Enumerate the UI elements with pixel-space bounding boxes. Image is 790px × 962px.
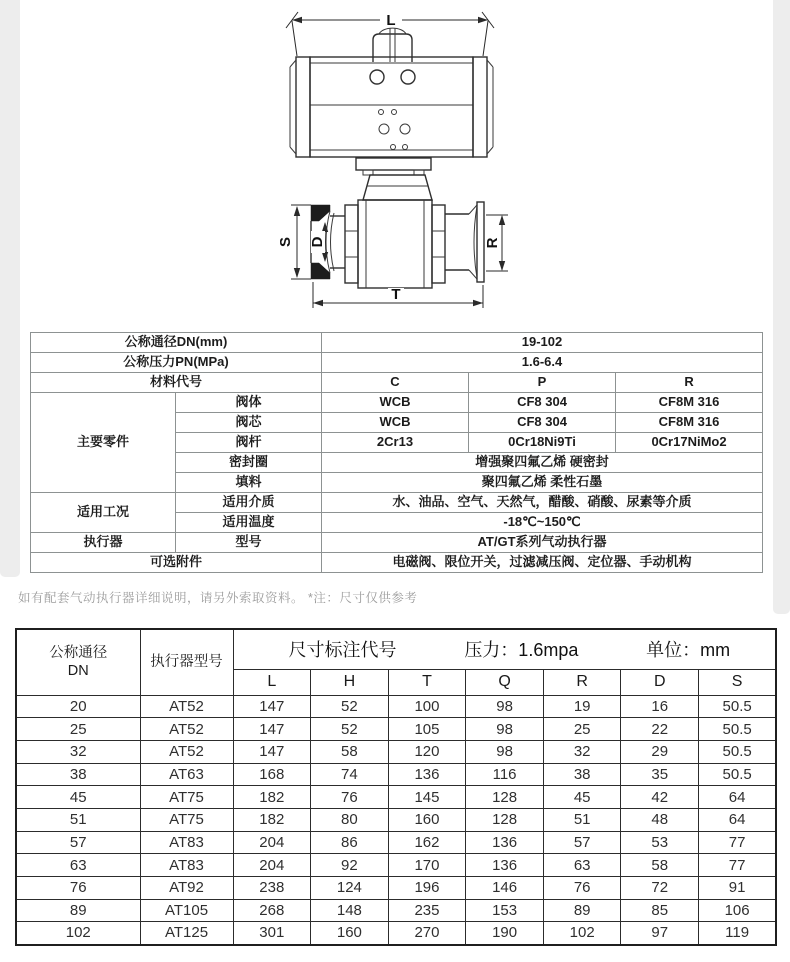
table-row — [31, 393, 763, 413]
dim-value-cell: 77 — [699, 831, 777, 854]
dim-value-cell: 168 — [233, 763, 311, 786]
table-header-row — [16, 629, 776, 669]
dim-value-cell: 52 — [311, 718, 389, 741]
span-unit: 单位：mm — [646, 640, 731, 661]
dim-value-cell: 86 — [311, 831, 389, 854]
dim-value-cell: 190 — [466, 922, 544, 945]
dim-value-cell: 136 — [466, 854, 544, 877]
header-dn-line1: 公称通径 — [49, 645, 108, 662]
dim-label-s: S — [277, 236, 294, 248]
actuator-model-cell: AT52 — [140, 718, 233, 741]
dim-value-cell: 89 — [543, 899, 621, 922]
dim-value-cell: 182 — [233, 808, 311, 831]
actuator-model-cell: AT75 — [140, 786, 233, 809]
dim-value-cell: 80 — [311, 808, 389, 831]
part-value: 0Cr17NiMo2 — [616, 433, 763, 453]
part-value: 0Cr18Ni9Ti — [469, 433, 616, 453]
dim-value-cell: 32 — [543, 740, 621, 763]
table-row — [31, 373, 763, 393]
actuator-model-cell: AT83 — [140, 831, 233, 854]
table-row — [16, 740, 776, 763]
header-dn — [16, 629, 140, 695]
dim-value-cell: 45 — [543, 786, 621, 809]
dim-value-cell: 25 — [543, 718, 621, 741]
spec-label-dn: 公称通径DN(mm) — [31, 333, 322, 353]
accessories-value: 电磁阀、限位开关，过滤减压阀、定位器、手动机构 — [322, 553, 763, 573]
valve-body — [330, 200, 469, 288]
dim-value-cell: 196 — [388, 877, 466, 900]
header-dn-line2: DN — [67, 663, 89, 680]
table-row — [31, 533, 763, 553]
dim-value-cell: 38 — [543, 763, 621, 786]
dim-value-cell: 147 — [233, 695, 311, 718]
header-actuator-model: 执行器型号 — [140, 629, 233, 695]
table-row — [16, 854, 776, 877]
dim-value-cell: 85 — [621, 899, 699, 922]
part-label: 填料 — [176, 473, 322, 493]
dim-value-cell: 148 — [311, 899, 389, 922]
dn-cell: 89 — [16, 899, 140, 922]
mounting-bracket — [356, 158, 432, 200]
dim-value-cell: 128 — [466, 786, 544, 809]
dim-value-cell: 136 — [388, 763, 466, 786]
footnote: 如有配套气动执行器详细说明，请另外索取资料。 *注：尺寸仅供参考 — [18, 591, 418, 605]
table-row — [31, 553, 763, 573]
part-value: CF8M 316 — [616, 413, 763, 433]
col-header-l: L — [233, 669, 311, 695]
dim-value-cell: 97 — [621, 922, 699, 945]
spec-value-dn: 19-102 — [322, 333, 763, 353]
dim-table-body — [16, 695, 776, 945]
dim-value-cell: 119 — [699, 922, 777, 945]
actuator-model-value: AT/GT系列气动执行器 — [322, 533, 763, 553]
dim-value-cell: 235 — [388, 899, 466, 922]
spec-label-material-code: 材料代号 — [31, 373, 322, 393]
actuator-model-label: 型号 — [176, 533, 322, 553]
dn-cell: 32 — [16, 740, 140, 763]
table-row — [16, 922, 776, 945]
condition-value: -18℃~150℃ — [322, 513, 763, 533]
spec-label-conditions: 适用工况 — [31, 493, 176, 533]
dim-value-cell: 19 — [543, 695, 621, 718]
actuator-model-cell: AT83 — [140, 854, 233, 877]
dim-value-cell: 63 — [543, 854, 621, 877]
condition-value: 水、油品、空气、天然气，醋酸、硝酸、尿素等介质 — [322, 493, 763, 513]
dim-value-cell: 102 — [543, 922, 621, 945]
col-header-s: S — [699, 669, 777, 695]
part-value: CF8 304 — [469, 393, 616, 413]
table-row — [16, 695, 776, 718]
dim-value-cell: 29 — [621, 740, 699, 763]
dim-value-cell: 64 — [699, 808, 777, 831]
dim-value-cell: 50.5 — [699, 718, 777, 741]
dim-value-cell: 57 — [543, 831, 621, 854]
table-row — [31, 353, 763, 373]
dim-value-cell: 50.5 — [699, 763, 777, 786]
dim-value-cell: 268 — [233, 899, 311, 922]
dim-value-cell: 182 — [233, 786, 311, 809]
part-label: 阀杆 — [176, 433, 322, 453]
dim-value-cell: 98 — [466, 740, 544, 763]
dim-value-cell: 91 — [699, 877, 777, 900]
dim-value-cell: 48 — [621, 808, 699, 831]
dim-value-cell: 301 — [233, 922, 311, 945]
table-row — [16, 877, 776, 900]
dim-value-cell: 162 — [388, 831, 466, 854]
part-label: 密封圈 — [176, 453, 322, 473]
dn-cell: 51 — [16, 808, 140, 831]
spec-label-pn: 公称压力PN(MPa) — [31, 353, 322, 373]
dim-value-cell: 16 — [621, 695, 699, 718]
spec-label-main-parts: 主要零件 — [31, 393, 176, 493]
dim-label-t: T — [391, 286, 401, 303]
condition-label: 适用介质 — [176, 493, 322, 513]
span-pressure: 压力：1.6mpa — [464, 640, 579, 661]
dim-value-cell: 51 — [543, 808, 621, 831]
dim-value-cell: 22 — [621, 718, 699, 741]
dim-value-cell: 76 — [543, 877, 621, 900]
dim-value-cell: 50.5 — [699, 695, 777, 718]
right-clamp-ferrule — [469, 202, 484, 282]
dimension-r — [484, 215, 508, 271]
dim-value-cell: 120 — [388, 740, 466, 763]
dim-value-cell: 160 — [311, 922, 389, 945]
dim-value-cell: 92 — [311, 854, 389, 877]
span-title: 尺寸标注代号 — [288, 640, 397, 661]
col-header-r: R — [543, 669, 621, 695]
dn-cell: 76 — [16, 877, 140, 900]
dim-label-l: L — [386, 12, 396, 29]
table-row — [16, 808, 776, 831]
dimension-table — [15, 628, 777, 946]
dim-value-cell: 53 — [621, 831, 699, 854]
table-row — [16, 786, 776, 809]
dim-value-cell: 105 — [388, 718, 466, 741]
valve-technical-drawing — [0, 0, 790, 330]
part-value: 增强聚四氟乙烯 硬密封 — [322, 453, 763, 473]
dim-value-cell: 145 — [388, 786, 466, 809]
table-row — [16, 718, 776, 741]
dim-label-d: D — [309, 236, 326, 248]
table-row — [31, 493, 763, 513]
dim-value-cell: 50.5 — [699, 740, 777, 763]
spec-label-actuator: 执行器 — [31, 533, 176, 553]
dim-value-cell: 146 — [466, 877, 544, 900]
part-value: 聚四氟乙烯 柔性石墨 — [322, 473, 763, 493]
col-header-q: Q — [466, 669, 544, 695]
dimension-s — [277, 205, 311, 279]
header-dimension-span — [233, 629, 776, 669]
condition-label: 适用温度 — [176, 513, 322, 533]
dim-value-cell: 128 — [466, 808, 544, 831]
dim-value-cell: 98 — [466, 695, 544, 718]
table-row — [16, 763, 776, 786]
dim-value-cell: 147 — [233, 718, 311, 741]
actuator-model-cell: AT125 — [140, 922, 233, 945]
dn-cell: 102 — [16, 922, 140, 945]
dim-value-cell: 76 — [311, 786, 389, 809]
dim-value-cell: 58 — [311, 740, 389, 763]
spec-value-pn: 1.6-6.4 — [322, 353, 763, 373]
part-value: WCB — [322, 393, 469, 413]
dim-value-cell: 42 — [621, 786, 699, 809]
dim-value-cell: 98 — [466, 718, 544, 741]
actuator-model-cell: AT52 — [140, 695, 233, 718]
actuator-model-cell: AT63 — [140, 763, 233, 786]
col-header-t: T — [388, 669, 466, 695]
dim-value-cell: 238 — [233, 877, 311, 900]
material-code-c: C — [322, 373, 469, 393]
dimension-d — [309, 222, 328, 262]
part-label: 阀芯 — [176, 413, 322, 433]
dim-value-cell: 106 — [699, 899, 777, 922]
dim-value-cell: 74 — [311, 763, 389, 786]
dim-value-cell: 77 — [699, 854, 777, 877]
dn-cell: 45 — [16, 786, 140, 809]
actuator-model-cell: AT92 — [140, 877, 233, 900]
dim-value-cell: 153 — [466, 899, 544, 922]
dn-cell: 20 — [16, 695, 140, 718]
dn-cell: 38 — [16, 763, 140, 786]
dim-value-cell: 72 — [621, 877, 699, 900]
dim-value-cell: 136 — [466, 831, 544, 854]
part-value: CF8M 316 — [616, 393, 763, 413]
pneumatic-actuator — [290, 28, 493, 157]
dim-value-cell: 204 — [233, 831, 311, 854]
dn-cell: 25 — [16, 718, 140, 741]
spec-label-accessories: 可选附件 — [31, 553, 322, 573]
part-value: 2Cr13 — [322, 433, 469, 453]
actuator-model-cell: AT105 — [140, 899, 233, 922]
dim-value-cell: 52 — [311, 695, 389, 718]
part-value: CF8 304 — [469, 413, 616, 433]
dn-cell: 63 — [16, 854, 140, 877]
dn-cell: 57 — [16, 831, 140, 854]
dim-value-cell: 116 — [466, 763, 544, 786]
part-label: 阀体 — [176, 393, 322, 413]
table-row — [16, 831, 776, 854]
actuator-model-cell: AT75 — [140, 808, 233, 831]
dim-value-cell: 270 — [388, 922, 466, 945]
dim-value-cell: 160 — [388, 808, 466, 831]
material-code-r: R — [616, 373, 763, 393]
table-row — [16, 899, 776, 922]
dim-value-cell: 170 — [388, 854, 466, 877]
spec-table — [30, 332, 763, 573]
dim-value-cell: 100 — [388, 695, 466, 718]
col-header-d: D — [621, 669, 699, 695]
col-header-h: H — [311, 669, 389, 695]
dim-value-cell: 64 — [699, 786, 777, 809]
dim-value-cell: 124 — [311, 877, 389, 900]
dim-value-cell: 204 — [233, 854, 311, 877]
dim-value-cell: 147 — [233, 740, 311, 763]
dimension-t — [313, 282, 483, 308]
actuator-model-cell: AT52 — [140, 740, 233, 763]
part-value: WCB — [322, 413, 469, 433]
material-code-p: P — [469, 373, 616, 393]
dim-label-r: R — [484, 237, 501, 249]
dim-value-cell: 35 — [621, 763, 699, 786]
dim-value-cell: 58 — [621, 854, 699, 877]
table-row — [31, 333, 763, 353]
